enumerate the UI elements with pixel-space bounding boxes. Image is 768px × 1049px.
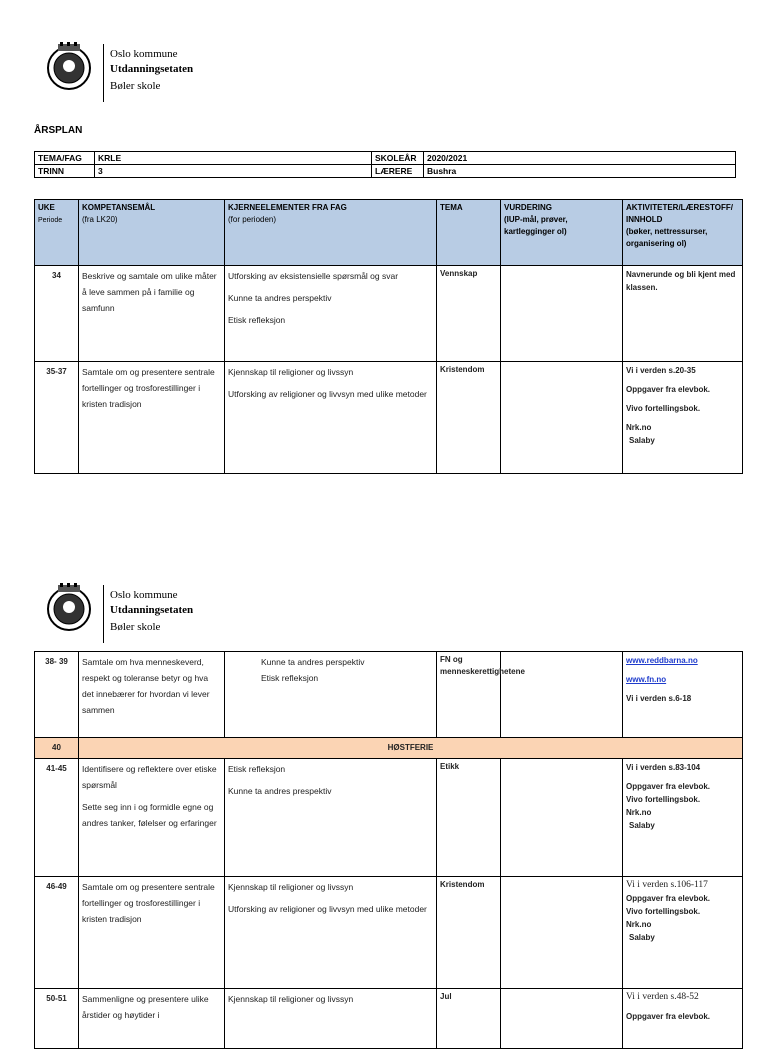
col-uke: UKE Periode bbox=[35, 200, 79, 266]
kjerne-cell: Kjennskap til religioner og livssyn bbox=[225, 989, 437, 1049]
akt-cell: www.reddbarna.no www.fn.no Vi i verden s.6-18 bbox=[623, 652, 743, 738]
week-cell: 41-45 bbox=[35, 759, 79, 877]
vurdering-cell bbox=[501, 652, 623, 738]
col-kompetansemal: KOMPETANSEMÅL (fra LK20) bbox=[79, 200, 225, 266]
col-tema: TEMA bbox=[437, 200, 501, 266]
week-cell: 35-37 bbox=[35, 362, 79, 474]
larere-label: LÆRERE bbox=[372, 165, 424, 178]
komp-cell: Sammenligne og presentere ulike årstider og høytider i bbox=[79, 989, 225, 1049]
tema-cell: Jul bbox=[437, 989, 501, 1049]
week-cell: 50-51 bbox=[35, 989, 79, 1049]
vurdering-cell bbox=[501, 877, 623, 989]
reddbarna-link[interactable]: www.reddbarna.no bbox=[626, 656, 698, 665]
table-row bbox=[35, 652, 743, 738]
plan-table-1 bbox=[34, 199, 743, 474]
trinn-label: TRINN bbox=[35, 165, 95, 178]
kjerne-cell: Kjennskap til religioner og livssyn Utforsking av religioner og livvsyn med ulike metoder bbox=[225, 877, 437, 989]
vurdering-cell bbox=[501, 362, 623, 474]
org-line-1: Oslo kommune bbox=[110, 48, 178, 60]
kjerne-cell: Etisk refleksjon Kunne ta andres prespektiv bbox=[225, 759, 437, 877]
oslo-seal-icon bbox=[44, 42, 94, 92]
tema-cell: Etikk bbox=[437, 759, 501, 877]
skolear-label: SKOLEÅR bbox=[372, 152, 424, 165]
table-row bbox=[35, 266, 743, 362]
table-row bbox=[35, 362, 743, 474]
col-aktiviteter: AKTIVITETER/LÆRESTOFF/ INNHOLD (bøker, nettressurser, organisering ol) bbox=[623, 200, 743, 266]
document-title: ÅRSPLAN bbox=[34, 125, 83, 136]
col-kjerneelementer: KJERNEELEMENTER FRA FAG (for perioden) bbox=[225, 200, 437, 266]
col-vurdering: VURDERING (IUP-mål, prøver, kartlegginger ol) bbox=[501, 200, 623, 266]
org-line-1: Oslo kommune bbox=[110, 589, 178, 601]
akt-cell: Vi i verden s.48-52 Oppgaver fra elevbok. bbox=[623, 989, 743, 1049]
org-line-3: Bøler skole bbox=[110, 621, 161, 633]
akt-cell: Vi i verden s.106-117 Oppgaver fra elevbok. Vivo fortellingsbok. Nrk.no Salaby bbox=[623, 877, 743, 989]
tema-value: KRLE bbox=[95, 152, 372, 165]
komp-cell: Identifisere og reflektere over etiske spørsmål Sette seg inn i og formidle egne og andres tanker, følelser og erfaringer bbox=[79, 759, 225, 877]
week-cell: 34 bbox=[35, 266, 79, 362]
akt-cell: Vi i verden s.20-35 Oppgaver fra elevbok. Vivo fortellingsbok. Nrk.no Salaby bbox=[623, 362, 743, 474]
fn-link[interactable]: www.fn.no bbox=[626, 675, 667, 684]
week-cell: 40 bbox=[35, 738, 79, 759]
trinn-value: 3 bbox=[95, 165, 372, 178]
komp-cell: Samtale om hva menneskeverd, respekt og toleranse betyr og hva det innebærer for hvordan vi lever sammen bbox=[79, 652, 225, 738]
komp-cell: Beskrive og samtale om ulike måter å leve sammen på i familie og samfunn bbox=[79, 266, 225, 362]
vurdering-cell bbox=[501, 759, 623, 877]
kjerne-cell: Kunne ta andres perspektiv Etisk refleksjon bbox=[225, 652, 437, 738]
akt-cell: Vi i verden s.83-104 Oppgaver fra elevbok. Vivo fortellingsbok. Nrk.no Salaby bbox=[623, 759, 743, 877]
skolear-value: 2020/2021 bbox=[424, 152, 736, 165]
org-line-2: Utdanningsetaten bbox=[110, 604, 194, 616]
holiday-label: HØSTFERIE bbox=[79, 738, 743, 759]
larere-value: Bushra bbox=[424, 165, 736, 178]
week-cell: 46-49 bbox=[35, 877, 79, 989]
vurdering-cell bbox=[501, 266, 623, 362]
tema-cell: Kristendom bbox=[437, 362, 501, 474]
tema-label: TEMA/FAG bbox=[35, 152, 95, 165]
week-cell: 38- 39 bbox=[35, 652, 79, 738]
org-line-3: Bøler skole bbox=[110, 80, 161, 92]
oslo-seal-icon bbox=[44, 583, 94, 633]
komp-cell: Samtale om og presentere sentrale fortellinger og trosforestillinger i kristen tradisjon bbox=[79, 362, 225, 474]
tema-cell: FN og menneskerettighetene bbox=[437, 652, 501, 738]
tema-cell: Vennskap bbox=[437, 266, 501, 362]
plan-table-2 bbox=[34, 651, 743, 1049]
kjerne-cell: Utforsking av eksistensielle spørsmål og svar Kunne ta andres perspektiv Etisk refleksjon bbox=[225, 266, 437, 362]
vurdering-cell bbox=[501, 989, 623, 1049]
table-row bbox=[35, 877, 743, 989]
tema-cell: Kristendom bbox=[437, 877, 501, 989]
table-row bbox=[35, 759, 743, 877]
table-row bbox=[35, 989, 743, 1049]
org-line-2: Utdanningsetaten bbox=[110, 63, 194, 75]
komp-cell: Samtale om og presentere sentrale fortellinger og trosforestillinger i kristen tradisjon bbox=[79, 877, 225, 989]
letterhead-top bbox=[44, 42, 344, 122]
holiday-row bbox=[35, 738, 743, 759]
kjerne-cell: Kjennskap til religioner og livssyn Utforsking av religioner og livvsyn med ulike metoder bbox=[225, 362, 437, 474]
akt-cell: Navnerunde og bli kjent med klassen. bbox=[623, 266, 743, 362]
meta-table bbox=[34, 151, 736, 178]
